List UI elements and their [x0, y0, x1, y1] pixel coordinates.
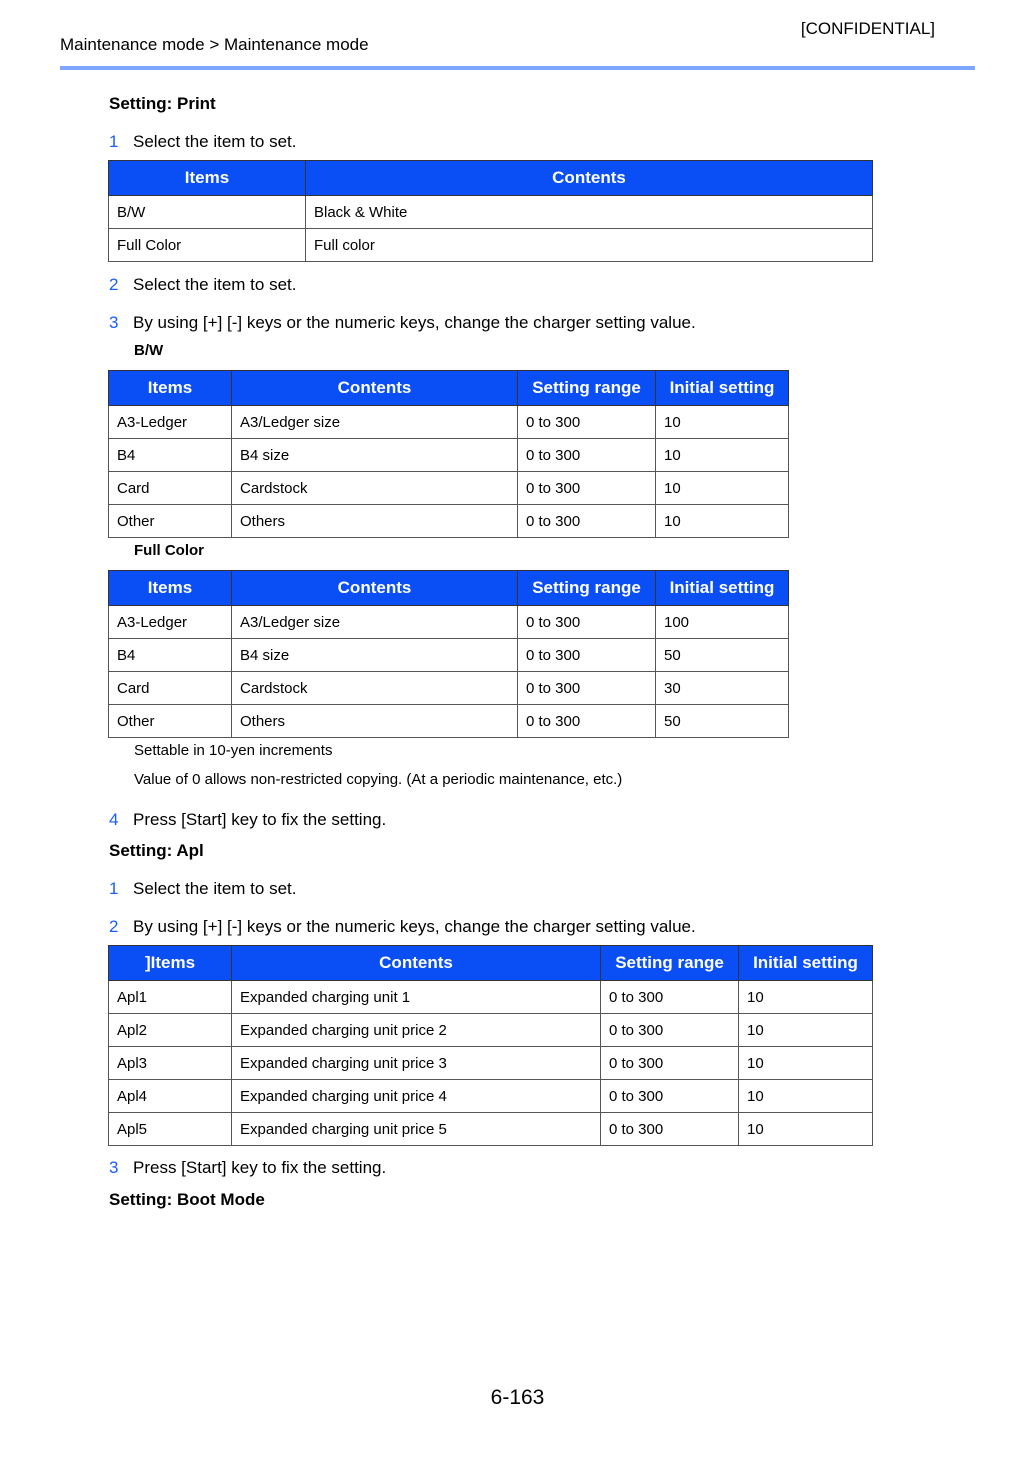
table-cell: Apl5 — [109, 1113, 232, 1146]
table-row — [109, 472, 789, 505]
step-number: 4 — [109, 810, 119, 829]
table-header: ]Items — [109, 946, 232, 981]
breadcrumb: Maintenance mode > Maintenance mode — [60, 35, 369, 54]
table-header: Contents — [232, 371, 518, 406]
table-header: Contents — [306, 161, 873, 196]
full-color-label: Full Color — [134, 542, 204, 559]
table-cell: 100 — [656, 606, 789, 639]
bw-label: B/W — [134, 342, 164, 359]
apl-step-1 — [109, 879, 296, 899]
table-cell: B4 size — [232, 439, 518, 472]
table-cell: Full Color — [109, 229, 306, 262]
table-header: Items — [109, 371, 232, 406]
table-cell: 0 to 300 — [518, 505, 656, 538]
table-cell: 10 — [656, 472, 789, 505]
table-cell: 0 to 300 — [601, 1113, 739, 1146]
table-row — [109, 1080, 873, 1113]
table-row — [109, 672, 789, 705]
print-step-3 — [109, 313, 696, 333]
table-row — [109, 1113, 873, 1146]
table-cell: 0 to 300 — [518, 672, 656, 705]
table-cell: Other — [109, 705, 232, 738]
table-header: Items — [109, 571, 232, 606]
table-cell: 0 to 300 — [518, 705, 656, 738]
table-cell: B4 — [109, 439, 232, 472]
table-cell: Black & White — [306, 196, 873, 229]
table-cell: Apl2 — [109, 1014, 232, 1047]
confidential-label: [CONFIDENTIAL] — [800, 19, 935, 38]
table-cell: 0 to 300 — [601, 1080, 739, 1113]
table-cell: Expanded charging unit price 3 — [232, 1047, 601, 1080]
table-cell: Cardstock — [232, 472, 518, 505]
table-cell: B/W — [109, 196, 306, 229]
table-cell: Other — [109, 505, 232, 538]
apl-step-2 — [109, 917, 696, 937]
table-row — [109, 1014, 873, 1047]
print-step-2 — [109, 275, 296, 295]
table-cell: 50 — [656, 639, 789, 672]
full-color-table — [108, 570, 789, 738]
table-cell: 0 to 300 — [518, 639, 656, 672]
step-number: 3 — [109, 1158, 119, 1177]
table-cell: Apl1 — [109, 981, 232, 1014]
table-cell: Expanded charging unit price 4 — [232, 1080, 601, 1113]
table-cell: Card — [109, 672, 232, 705]
table-cell: 10 — [656, 439, 789, 472]
step-text: By using [+] [-] keys or the numeric keys, change the charger setting value. — [133, 313, 696, 332]
table-cell: B4 — [109, 639, 232, 672]
table-row — [109, 1047, 873, 1080]
table-row — [109, 639, 789, 672]
table-row — [109, 439, 789, 472]
table-cell: 10 — [656, 505, 789, 538]
table-header: Items — [109, 161, 306, 196]
table-cell: B4 size — [232, 639, 518, 672]
table-row — [109, 505, 789, 538]
table-cell: 0 to 300 — [601, 1014, 739, 1047]
table-cell: A3-Ledger — [109, 606, 232, 639]
table-header: Contents — [232, 571, 518, 606]
table-row — [109, 196, 873, 229]
table-cell: 10 — [739, 1014, 873, 1047]
step-number: 2 — [109, 275, 119, 294]
table-cell: Others — [232, 505, 518, 538]
table-header: Setting range — [601, 946, 739, 981]
table-row — [109, 406, 789, 439]
table-header: Initial setting — [656, 571, 789, 606]
table-header: Setting range — [518, 571, 656, 606]
table-row — [109, 705, 789, 738]
apl-step-3 — [109, 1158, 386, 1178]
note-increments: Settable in 10-yen increments — [134, 742, 333, 759]
table-cell: A3/Ledger size — [232, 606, 518, 639]
header-divider — [60, 66, 975, 70]
table-cell: Expanded charging unit 1 — [232, 981, 601, 1014]
table-cell: Expanded charging unit price 5 — [232, 1113, 601, 1146]
section-heading-print: Setting: Print — [109, 94, 216, 113]
section-heading-apl: Setting: Apl — [109, 841, 204, 860]
print-step-1 — [109, 132, 296, 152]
note-zero-value: Value of 0 allows non-restricted copying. (At a periodic maintenance, etc.) — [134, 771, 623, 788]
table-header: Setting range — [518, 371, 656, 406]
print-step-4 — [109, 810, 386, 830]
table-cell: Cardstock — [232, 672, 518, 705]
table-cell: 10 — [739, 981, 873, 1014]
step-text: Press [Start] key to fix the setting. — [133, 1158, 387, 1177]
step-text: Select the item to set. — [133, 275, 297, 294]
table-header: Initial setting — [739, 946, 873, 981]
table-cell: Others — [232, 705, 518, 738]
table-cell: Expanded charging unit price 2 — [232, 1014, 601, 1047]
table-row — [109, 606, 789, 639]
table-cell: 10 — [739, 1047, 873, 1080]
table-cell: 0 to 300 — [518, 406, 656, 439]
table-row — [109, 981, 873, 1014]
table-cell: A3/Ledger size — [232, 406, 518, 439]
step-text: By using [+] [-] keys or the numeric keys, change the charger setting value. — [133, 917, 696, 936]
table-header: Initial setting — [656, 371, 789, 406]
table-cell: Full color — [306, 229, 873, 262]
table-cell: 10 — [739, 1080, 873, 1113]
bw-table — [108, 370, 789, 538]
step-text: Press [Start] key to fix the setting. — [133, 810, 387, 829]
table-cell: 0 to 300 — [518, 606, 656, 639]
table-cell: Card — [109, 472, 232, 505]
step-number: 1 — [109, 132, 119, 151]
table-cell: 50 — [656, 705, 789, 738]
table-cell: 10 — [656, 406, 789, 439]
table-cell: 0 to 300 — [601, 1047, 739, 1080]
table-cell: Apl4 — [109, 1080, 232, 1113]
step-text: Select the item to set. — [133, 132, 297, 151]
table-header: Contents — [232, 946, 601, 981]
apl-table — [108, 945, 873, 1146]
step-number: 1 — [109, 879, 119, 898]
table-cell: 10 — [739, 1113, 873, 1146]
table-row — [109, 229, 873, 262]
page-number: 6-163 — [490, 1386, 545, 1409]
table-cell: Apl3 — [109, 1047, 232, 1080]
step-number: 2 — [109, 917, 119, 936]
print-mode-table — [108, 160, 873, 262]
step-number: 3 — [109, 313, 119, 332]
section-heading-boot-mode: Setting: Boot Mode — [109, 1190, 265, 1209]
table-cell: A3-Ledger — [109, 406, 232, 439]
table-cell: 30 — [656, 672, 789, 705]
table-cell: 0 to 300 — [518, 439, 656, 472]
table-cell: 0 to 300 — [601, 981, 739, 1014]
step-text: Select the item to set. — [133, 879, 297, 898]
table-cell: 0 to 300 — [518, 472, 656, 505]
